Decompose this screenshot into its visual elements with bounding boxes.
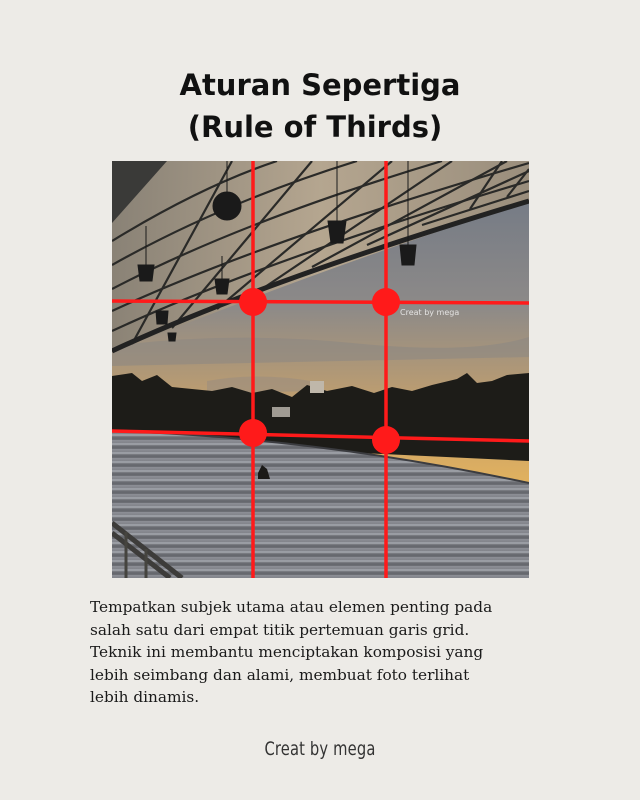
description-line: Tempatkan subjek utama atau elemen penting pada xyxy=(90,598,493,616)
title-line-1: Aturan Sepertiga xyxy=(179,68,461,102)
credit-text: Creat by mega xyxy=(264,738,376,760)
intersection-point xyxy=(372,426,400,454)
intersection-point xyxy=(239,288,267,316)
intersection-point xyxy=(372,288,400,316)
description-line: lebih seimbang dan alami, membuat foto terlihat xyxy=(90,665,470,684)
building xyxy=(272,407,290,417)
photo-illustration xyxy=(112,161,529,578)
description xyxy=(90,596,570,709)
title-line-2: (Rule of Thirds) xyxy=(187,110,443,144)
page-title xyxy=(0,64,640,148)
description-line: salah satu dari empat titik pertemuan garis grid. xyxy=(90,620,470,639)
rule-of-thirds-photo xyxy=(112,161,529,578)
photo-watermark: Creat by mega xyxy=(400,308,460,317)
building xyxy=(310,381,324,393)
intersection-point xyxy=(239,419,267,447)
description-line: lebih dinamis. xyxy=(90,688,200,706)
description-line: Teknik ini membantu menciptakan komposisi yang xyxy=(90,643,484,661)
grid-horizontal-line xyxy=(112,301,529,303)
